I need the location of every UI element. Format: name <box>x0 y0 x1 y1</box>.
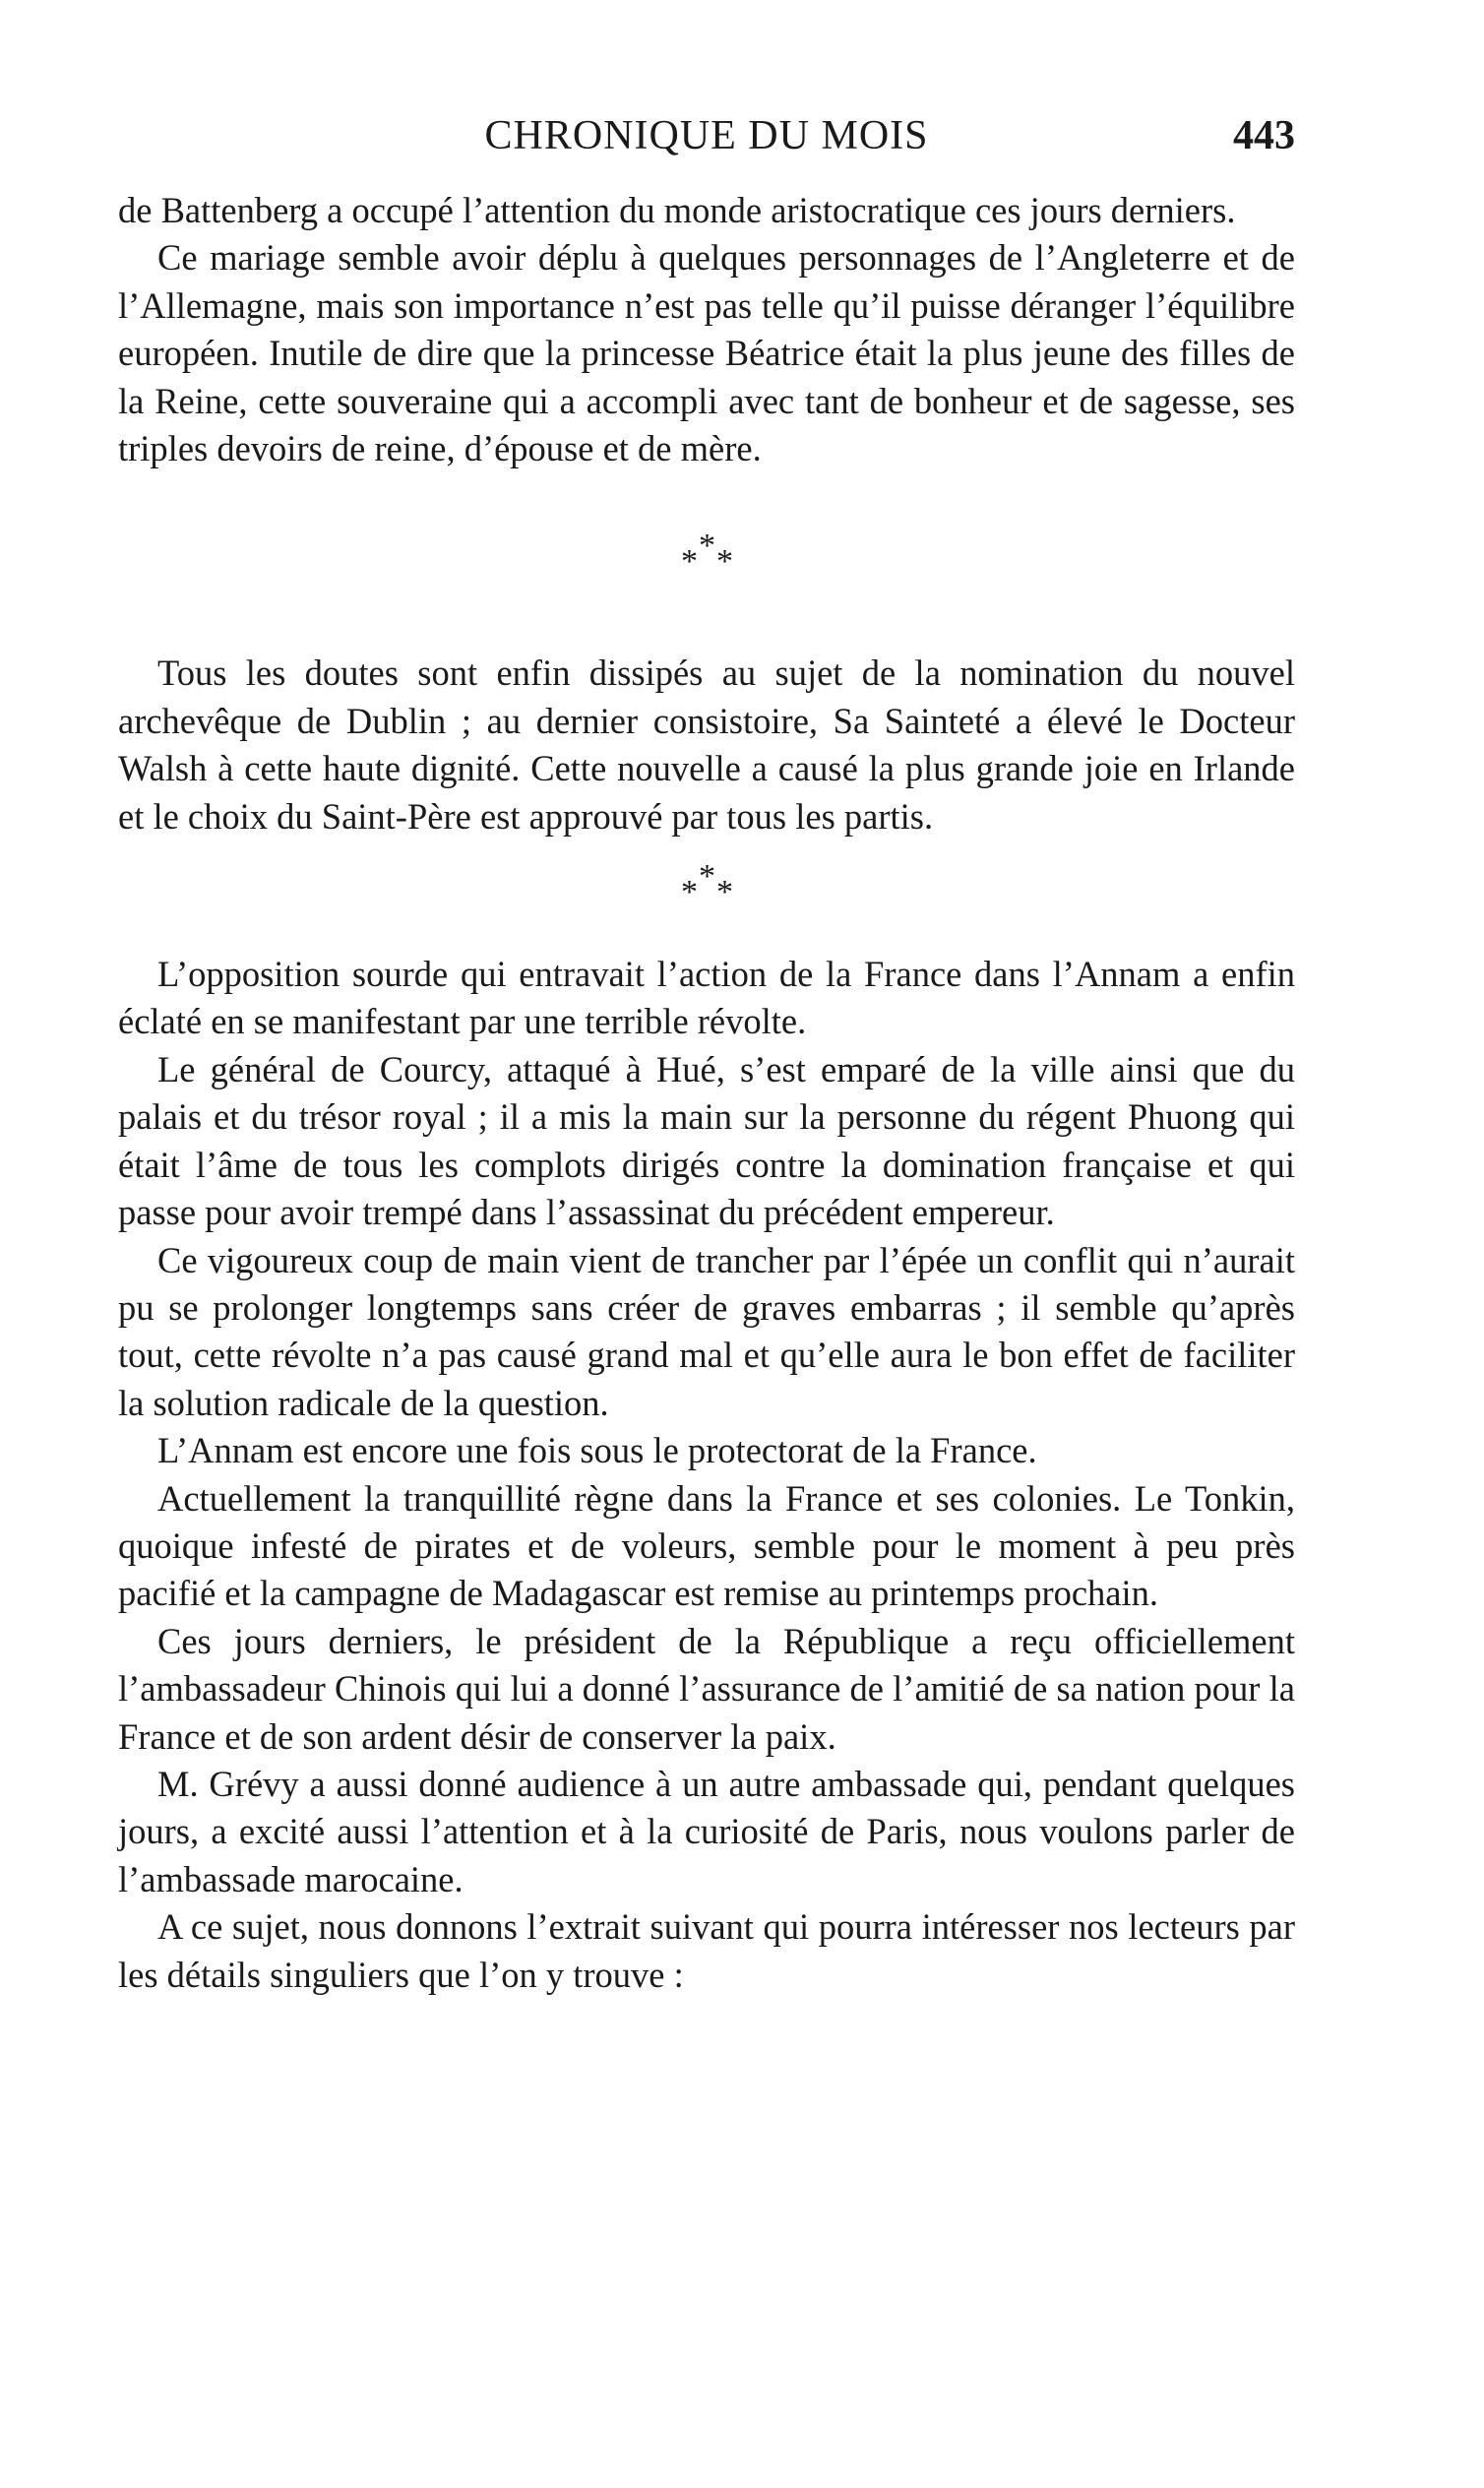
section-separator <box>118 840 1295 951</box>
running-title: CHRONIQUE DU MOIS <box>484 113 929 158</box>
asterism-star: * <box>681 874 698 911</box>
paragraph: A ce sujet, nous donnons l’extrait suivant qui pourra intéresser nos lecteurs par les détails singuliers que l’on y trouve : <box>118 1906 1295 1995</box>
paragraph: Ces jours derniers, le président de la République a reçu officiellement l’ambassadeur Chinois qui lui a donné l’assurance de l’amitié de sa nation pour la France et de son ardent désir de conserver la paix. <box>118 1620 1295 1757</box>
asterism-star: * <box>716 874 733 911</box>
paragraph: L’opposition sourde qui entravait l’action de la France dans l’Annam a enfin éclaté en se manifestant par une terrible révolte. <box>118 954 1295 1042</box>
asterism-icon <box>677 858 736 911</box>
page-number: 443 <box>1233 113 1295 158</box>
paragraph: de Battenberg a occupé l’attention du monde aristocratique ces jours derniers. <box>118 190 1236 230</box>
running-header <box>118 106 1295 165</box>
paragraph: Ce vigoureux coup de main vient de trancher par l’épée un conflit qui n’aurait pu se prolonger longtemps sans créer de graves embarras ; il semble qu’après tout, cette révolte n’a pas causé grand mal et qu’elle aura le bon effet de faciliter la solution radicale de la question. <box>118 1239 1295 1423</box>
paragraph: M. Grévy a aussi donné audience à un autre ambassade qui, pendant quelques jours, a excité aussi l’attention et à la curiosité de Paris, nous voulons parler de l’ambassade marocaine. <box>118 1763 1295 1899</box>
asterism-star: * <box>681 543 698 581</box>
paragraph: L’Annam est encore une fois sous le protectorat de la France. <box>157 1430 1037 1471</box>
asterism-star: * <box>716 543 733 581</box>
paragraph: Ce mariage semble avoir déplu à quelques personnages de l’Angleterre et de l’Allemagne, mais son importance n’est pas telle qu’il puisse déranger l’équilibre européen. Inutile de dire que la princesse Béatrice était la plus jeune des filles de la Reine, cette souveraine qui a accompli avec tant de bonheur et de sagesse, ses triples devoirs de reine, d’épouse et de mère. <box>118 237 1295 469</box>
asterism-star: * <box>699 528 715 565</box>
paragraph: Actuellement la tranquillité règne dans la France et ses colonies. Le Tonkin, quoique infesté de pirates et de voleurs, semble pour le moment à peu près pacifié et la campagne de Madagascar est remise au printemps prochain. <box>118 1477 1295 1614</box>
paragraph: Le général de Courcy, attaqué à Hué, s’est emparé de la ville ainsi que du palais et du trésor royal ; il a mis la main sur la personne du régent Phuong qui était l’âme de tous les complots dirigés contre la domination française et qui passe pour avoir trempé dans l’assassinat du précédent empereur. <box>118 1048 1295 1233</box>
asterism-star: * <box>699 858 715 896</box>
body-text <box>118 187 1295 1999</box>
asterism-icon <box>677 528 736 581</box>
paragraph: Tous les doutes sont enfin dissipés au sujet de la nomination du nouvel archevêque de Dublin ; au dernier consistoire, Sa Sainteté a élevé le Docteur Walsh à cette haute dignité. Cette nouvelle a causé la plus grande joie en Irlande et le choix du Saint-Père est approuvé par tous les partis. <box>118 653 1295 837</box>
section-separator <box>118 472 1295 650</box>
